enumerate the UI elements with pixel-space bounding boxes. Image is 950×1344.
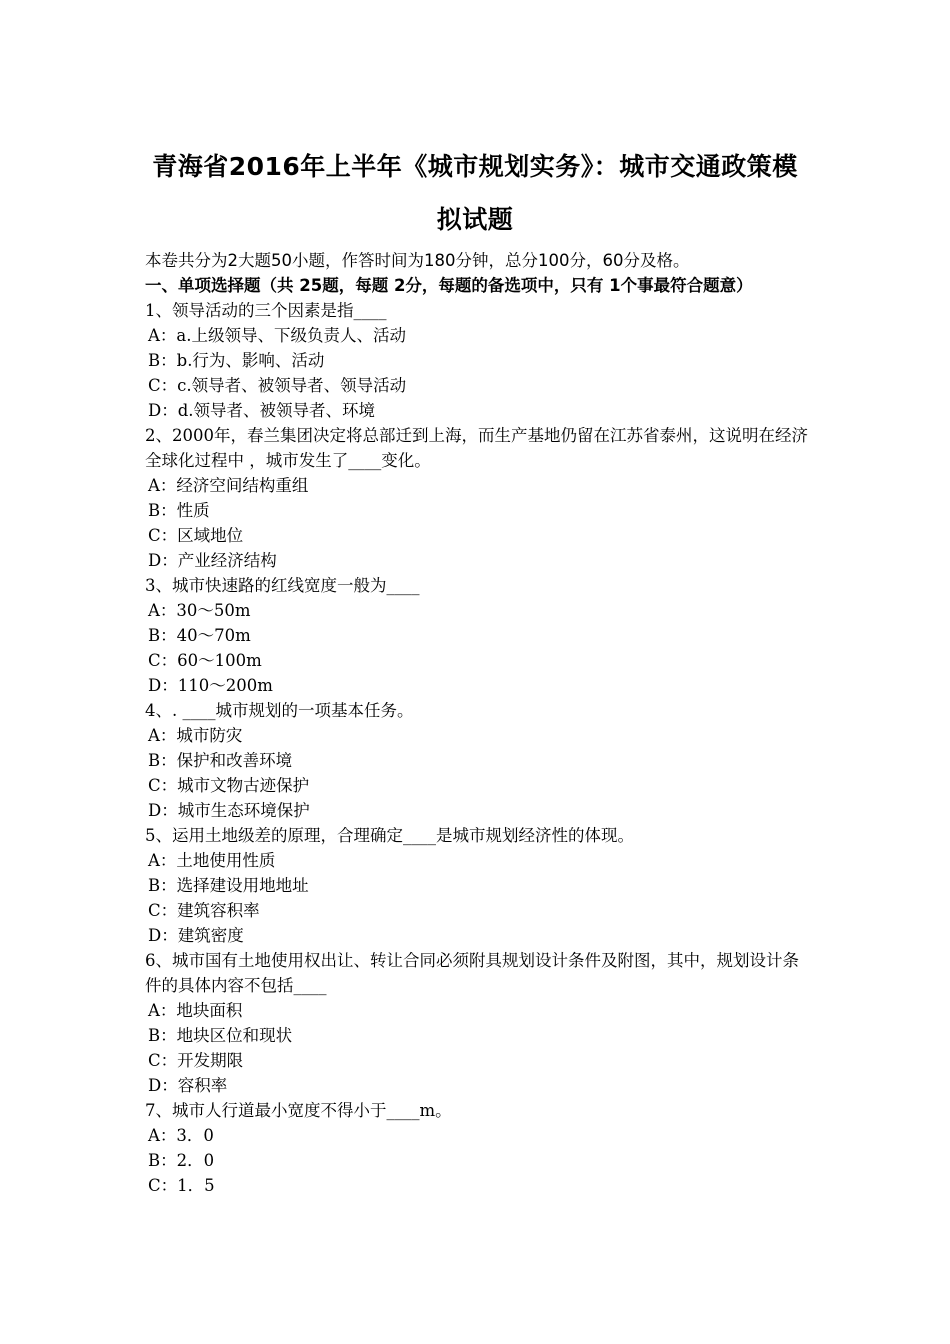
question-stem: 5、运用土地级差的原理，合理确定____是城市规划经济性的体现。 (145, 826, 634, 845)
option-a: A：3．0 (148, 1126, 214, 1145)
option-a: A：经济空间结构重组 (148, 476, 309, 495)
question-6 (145, 948, 810, 1098)
document-body (145, 248, 810, 1198)
option-c: C：区域地位 (148, 526, 244, 545)
document-title-line-2: 拟试题 (436, 205, 514, 234)
question-4 (145, 698, 810, 823)
option-a: A：30～50m (148, 601, 251, 620)
option-b: B：地块区位和现状 (148, 1026, 293, 1045)
option-b: B：选择建设用地地址 (148, 876, 309, 895)
document-title-line-1: 青海省2016年上半年《城市规划实务》：城市交通政策模 (152, 152, 798, 181)
option-a: A：地块面积 (148, 1001, 243, 1020)
question-3 (145, 573, 810, 698)
option-c: C：城市文物古迹保护 (148, 776, 310, 795)
option-c: C：1．5 (148, 1176, 215, 1195)
question-1 (145, 298, 810, 423)
option-a: A：城市防灾 (148, 726, 243, 745)
option-c: C：c.领导者、被领导者、领导活动 (148, 376, 407, 395)
question-stem: 4、. ____城市规划的一项基本任务。 (145, 701, 414, 720)
option-c: C：开发期限 (148, 1051, 244, 1070)
option-d: D：110～200m (148, 676, 273, 695)
option-c: C：建筑容积率 (148, 901, 260, 920)
option-b: B：2．0 (148, 1151, 215, 1170)
question-stem: 1、领导活动的三个因素是指____ (145, 301, 387, 320)
option-d: D：城市生态环境保护 (148, 801, 310, 820)
option-b: B：保护和改善环境 (148, 751, 293, 770)
option-b: B：b.行为、影响、活动 (148, 351, 325, 370)
option-d: D：d.领导者、被领导者、环境 (148, 401, 376, 420)
question-2 (145, 423, 810, 573)
option-a: A：a.上级领导、下级负责人、活动 (148, 326, 406, 345)
option-d: D：容积率 (148, 1076, 228, 1095)
option-a: A：土地使用性质 (148, 851, 276, 870)
question-7 (145, 1098, 810, 1198)
option-b: B：40～70m (148, 626, 251, 645)
question-stem: 7、城市人行道最小宽度不得小于____m。 (145, 1101, 452, 1120)
option-d: D：建筑密度 (148, 926, 244, 945)
exam-intro: 本卷共分为2大题50小题，作答时间为180分钟，总分100分，60分及格。 (145, 251, 690, 270)
option-d: D：产业经济结构 (148, 551, 277, 570)
option-c: C：60～100m (148, 651, 262, 670)
question-stem: 2、2000年，春兰集团决定将总部迁到上海，而生产基地仍留在江苏省泰州，这说明在经济全球化过程中 ，城市发生了____变化。 (145, 426, 808, 470)
question-stem: 6、城市国有土地使用权出让、转让合同必须附具规划设计条件及附图，其中，规划设计条件的具体内容不包括____ (145, 951, 799, 995)
question-stem: 3、城市快速路的红线宽度一般为____ (145, 576, 420, 595)
question-5 (145, 823, 810, 948)
option-b: B：性质 (148, 501, 210, 520)
section-heading: 一、单项选择题（共 25题，每题 2分，每题的备选项中，只有 1个事最符合题意） (145, 276, 753, 295)
